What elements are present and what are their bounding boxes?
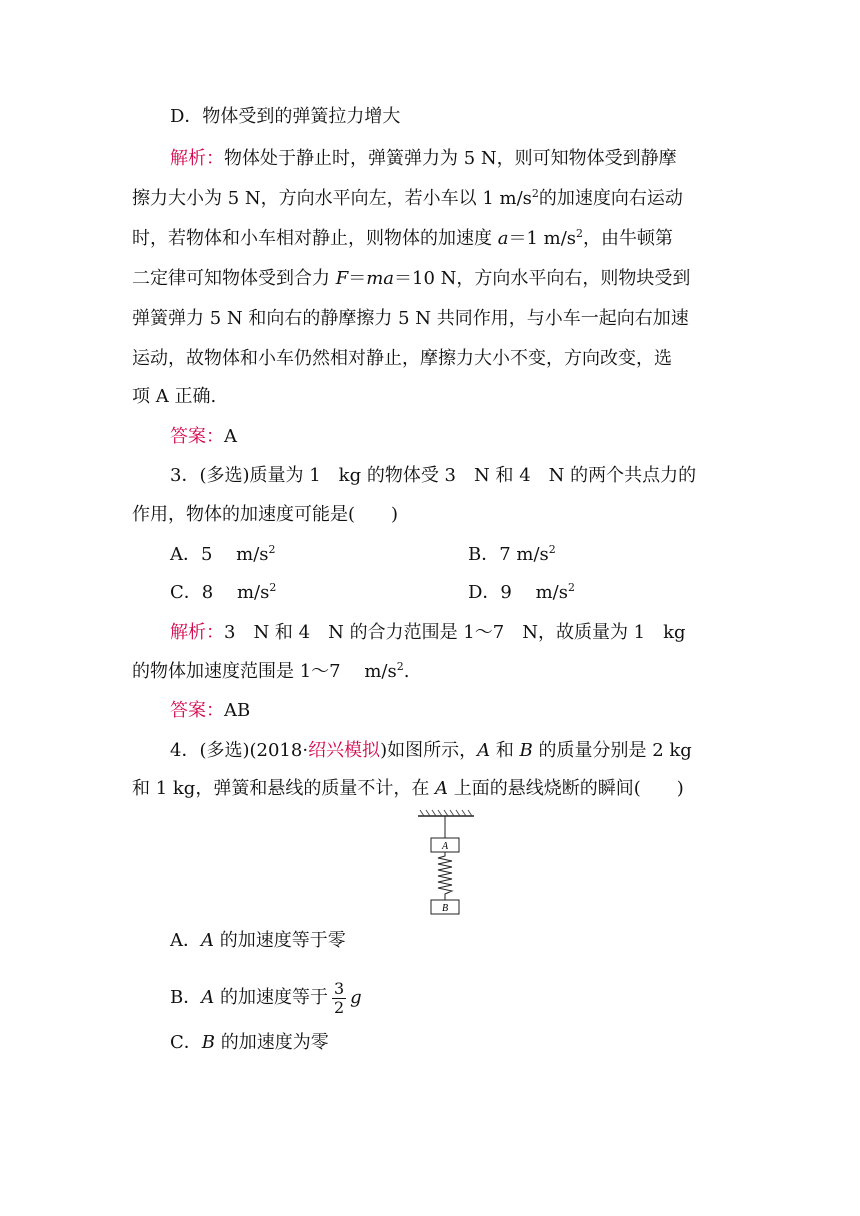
q3-analysis-line-1 (170, 620, 686, 646)
spring-block-figure (416, 808, 476, 918)
q2-analysis-line-5: 弹簧弹力 5 N 和向右的静摩擦力 5 N 共同作用，与小车一起向右加速 (132, 308, 689, 329)
q4-stem-2a: 和 1 kg，弹簧和悬线的质量不计，在 (132, 778, 436, 799)
q4-var-b: B (519, 740, 533, 761)
q3-option-c (170, 580, 276, 606)
fraction-numerator: 3 (333, 978, 345, 998)
q2-analysis-text-4c: ＝ (348, 268, 367, 289)
q4-option-a-text: 的加速度等于零 (214, 930, 346, 951)
q4-option-b-text: 的加速度等于 (214, 987, 328, 1008)
fraction-three-halves (332, 980, 346, 1017)
q3-stem-line-1: 3．(多选)质量为 1 kg 的物体受 3 N 和 4 N 的两个共点力的 (170, 465, 697, 486)
q2-analysis-text-3a: 时，若物体和小车相对静止，则物体的加速度 (132, 228, 498, 249)
q2-sup-2: 2 (576, 227, 584, 240)
q3-analysis-sup: 2 (396, 660, 404, 673)
q4-stem-2c: 上面的悬线烧断的瞬间( ) (448, 778, 684, 799)
q2-analysis-text-2a: 擦力大小为 5 N，方向水平向左，若小车以 1 m/s (132, 188, 532, 209)
q3-stem-line-2: 作用，物体的加速度可能是( ) (132, 504, 399, 525)
q3-analysis-line-2 (132, 659, 409, 685)
q2-analysis-text-4e: ＝10 N，方向水平向右，则物块受到 (394, 268, 691, 289)
q2-analysis-text-2b: 的加速度向右运动 (538, 188, 683, 209)
q2-var-a: a (497, 228, 509, 249)
q4-option-c-text: 的加速度为零 (215, 1032, 329, 1053)
q3-option-d-sup: 2 (567, 581, 575, 594)
q2-analysis-text-3d: ，由牛顿第 (583, 228, 674, 249)
q4-stem-line-1 (170, 738, 692, 764)
q3-analysis-text-1: 3 N 和 4 N 的合力范围是 1～7 N，故质量为 1 kg (224, 622, 686, 643)
q3-option-d (468, 580, 575, 606)
q3-analysis-text-2a: 的物体加速度范围是 1～7 m/s (132, 661, 397, 682)
q4-source-link: 绍兴模拟 (308, 740, 381, 761)
q3-answer-value: AB (224, 700, 251, 721)
q2-answer (170, 424, 237, 450)
q3-option-a-text: A．5 m/s (170, 544, 269, 565)
q2-answer-label: 答案： (170, 426, 224, 447)
q2-analysis-line-3 (132, 226, 673, 252)
q4-stem-1e: 和 (490, 740, 520, 761)
q3-answer-label: 答案： (170, 700, 224, 721)
q2-analysis-label: 解析： (170, 148, 224, 169)
block-b-label: B (441, 903, 449, 914)
q4-var-a-2: A (435, 778, 449, 799)
q3-analysis-label: 解析： (170, 622, 224, 643)
q2-analysis-line-2 (132, 186, 683, 212)
q2-analysis-line-4 (132, 266, 690, 292)
ceiling-icon (418, 810, 474, 816)
q2-analysis-line-6: 运动，故物体和小车仍然相对静止，摩擦力大小不变，方向改变，选 (132, 348, 672, 369)
q3-option-a-sup: 2 (268, 543, 276, 556)
q3-option-c-sup: 2 (269, 581, 277, 594)
spring-icon (438, 852, 452, 900)
q4-stem-line-2 (132, 776, 684, 802)
q3-option-b-text: B．7 m/s (468, 544, 549, 565)
q3-answer (170, 698, 250, 724)
q4-option-c-letter: C． (170, 1032, 202, 1053)
q4-option-a-letter: A． (170, 930, 201, 951)
q4-option-c (170, 1030, 329, 1056)
q2-var-f: F (335, 268, 349, 289)
q2-var-ma: ma (366, 268, 395, 289)
q4-option-b-var: A (201, 987, 215, 1008)
q4-option-b-letter: B． (170, 987, 202, 1008)
q3-option-a (170, 542, 276, 568)
q4-option-a-var: A (201, 930, 214, 951)
q2-option-d: D．物体受到的弹簧拉力增大 (170, 106, 401, 127)
q4-option-c-var: B (201, 1032, 216, 1053)
q2-analysis-line-7: 项 A 正确. (132, 386, 217, 407)
q2-analysis-text-1: 物体处于静止时，弹簧弹力为 5 N，则可知物体受到静摩 (224, 148, 677, 169)
q4-option-b (170, 978, 362, 1018)
q4-stem-1c: )如图所示， (380, 740, 478, 761)
q2-analysis-text-4a: 二定律可知物体受到合力 (132, 268, 336, 289)
block-a-label: A (441, 841, 449, 852)
q2-analysis-text-3c: ＝1 m/s (508, 228, 577, 249)
q4-var-a: A (477, 740, 491, 761)
q4-option-a (170, 928, 346, 954)
q2-sup-1: 2 (531, 187, 539, 200)
q3-option-b (468, 542, 556, 568)
q4-stem-1a: 4．(多选)(2018· (170, 740, 309, 761)
q2-answer-value: A (224, 426, 237, 447)
fraction-denominator: 2 (333, 997, 345, 1017)
q3-option-c-text: C．8 m/s (170, 582, 270, 603)
q3-option-d-text: D．9 m/s (468, 582, 568, 603)
q3-option-b-sup: 2 (548, 543, 556, 556)
q3-analysis-text-2b: . (403, 661, 410, 682)
q4-stem-1g: 的质量分别是 2 kg (532, 740, 692, 761)
q4-option-b-g: g (350, 987, 362, 1008)
q2-analysis-line-1 (170, 146, 677, 172)
